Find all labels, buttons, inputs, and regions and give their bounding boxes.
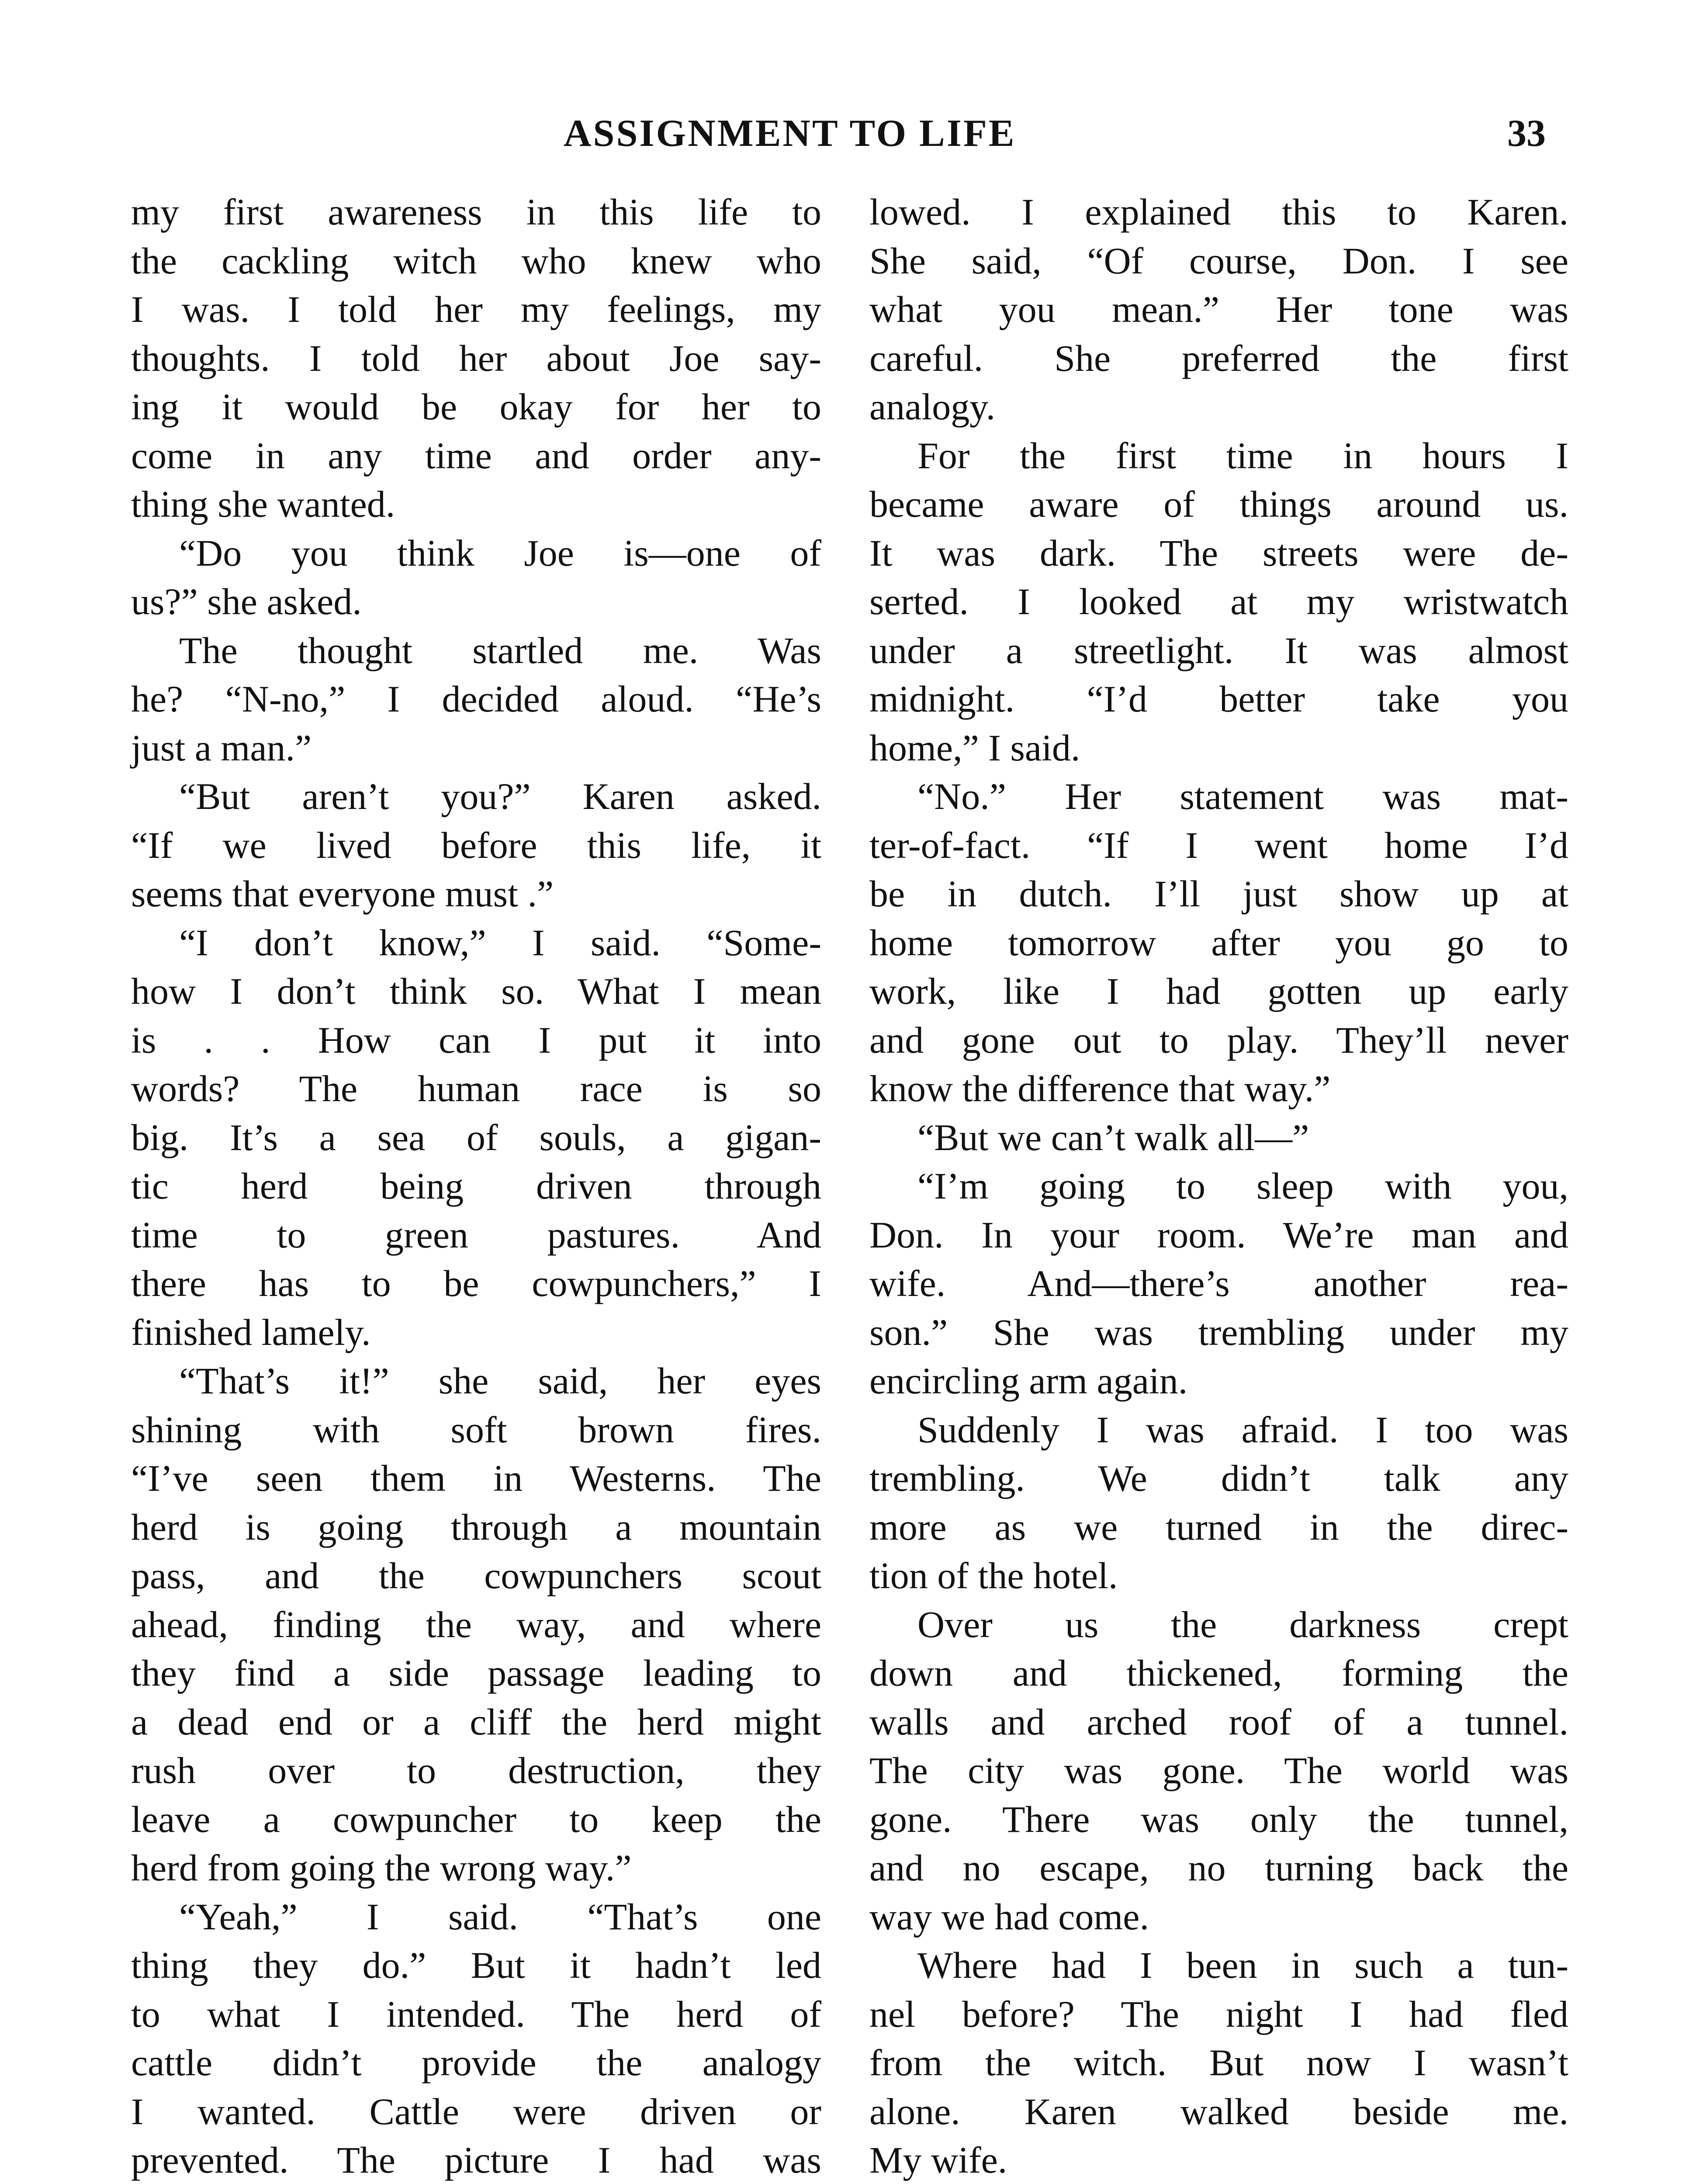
right-column-line: nel before? The night I had fled xyxy=(869,1993,1568,2035)
right-column-line: down and thickened, forming the xyxy=(869,1652,1568,1694)
right-column-line: under a streetlight. It was almost xyxy=(869,629,1568,671)
left-column-line: “If we lived before this life, it xyxy=(131,824,821,866)
left-column-line: they find a side passage leading to xyxy=(131,1652,821,1694)
right-column-line: My wife. xyxy=(869,2139,1007,2181)
right-column-line: Don. In your room. We’re man and xyxy=(869,1213,1568,1256)
left-column-line: us?” she asked. xyxy=(131,581,362,622)
right-column-line: careful. She preferred the first xyxy=(869,337,1568,379)
right-column-line: and no escape, no turning back the xyxy=(869,1847,1568,1889)
page-number: 33 xyxy=(1507,112,1546,155)
left-column-line: “That’s it!” she said, her eyes xyxy=(179,1360,821,1402)
right-column-line: work, like I had gotten up early xyxy=(869,970,1568,1012)
left-column-line: there has to be cowpunchers,” I xyxy=(131,1262,821,1304)
left-column-line: finished lamely. xyxy=(131,1311,371,1353)
left-column-line: tic herd being driven through xyxy=(131,1165,821,1207)
left-column-line: herd is going through a mountain xyxy=(131,1506,821,1548)
left-column-line: thing they do.” But it hadn’t led xyxy=(131,1944,821,1986)
right-column-line: lowed. I explained this to Karen. xyxy=(869,191,1568,233)
right-column-line: became aware of things around us. xyxy=(869,483,1568,525)
right-column-line: She said, “Of course, Don. I see xyxy=(869,239,1568,282)
left-column-line: rush over to destruction, they xyxy=(131,1749,821,1791)
left-column-line: to what I intended. The herd of xyxy=(131,1993,821,2035)
left-column-line: come in any time and order any- xyxy=(131,434,821,477)
left-column-line: “I’ve seen them in Westerns. The xyxy=(131,1457,821,1499)
running-title: ASSIGNMENT TO LIFE xyxy=(564,112,1016,155)
right-column-line: midnight. “I’d better take you xyxy=(869,678,1568,720)
right-column-line: serted. I looked at my wristwatch xyxy=(869,581,1568,622)
left-column-line: he? “N-no,” I decided aloud. “He’s xyxy=(131,678,821,720)
right-column-line: Suddenly I was afraid. I too was xyxy=(917,1408,1568,1451)
left-column-line: “Yeah,” I said. “That’s one xyxy=(179,1895,821,1938)
left-column-line: herd from going the wrong way.” xyxy=(131,1847,632,1889)
left-column-line: “But aren’t you?” Karen asked. xyxy=(179,775,821,817)
right-column-line: know the difference that way.” xyxy=(869,1068,1331,1109)
left-text-column xyxy=(131,188,821,2184)
left-column-line: The thought startled me. Was xyxy=(179,629,821,671)
left-column-line: is . . How can I put it into xyxy=(131,1019,821,1061)
left-column-line: seems that everyone must .” xyxy=(131,873,554,915)
right-column-line: encircling arm again. xyxy=(869,1360,1188,1402)
left-column-line: I wanted. Cattle were driven or xyxy=(131,2090,821,2132)
right-column-line: Over us the darkness crept xyxy=(917,1603,1568,1645)
right-column-line: It was dark. The streets were de- xyxy=(869,532,1568,574)
left-column-line: ahead, finding the way, and where xyxy=(131,1603,821,1645)
left-column-line: how I don’t think so. What I mean xyxy=(131,970,821,1012)
left-column-line: thing she wanted. xyxy=(131,483,395,525)
left-column-line: my first awareness in this life to xyxy=(131,191,821,233)
right-column-line: analogy. xyxy=(869,386,996,428)
right-column-line: gone. There was only the tunnel, xyxy=(869,1798,1568,1840)
left-column-line: cattle didn’t provide the analogy xyxy=(131,2042,821,2084)
right-column-line: alone. Karen walked beside me. xyxy=(869,2090,1568,2132)
right-text-column xyxy=(869,188,1568,2184)
left-column-line: time to green pastures. And xyxy=(131,1213,821,1256)
left-column-line: I was. I told her my feelings, my xyxy=(131,288,821,330)
right-column-line: For the first time in hours I xyxy=(917,434,1568,477)
right-column-line: trembling. We didn’t talk any xyxy=(869,1457,1568,1499)
right-column-line: from the witch. But now I wasn’t xyxy=(869,2042,1568,2084)
right-column-line: son.” She was trembling under my xyxy=(869,1311,1568,1353)
left-column-line: “I don’t know,” I said. “Some- xyxy=(179,921,821,964)
left-column-line: “Do you think Joe is—one of xyxy=(179,532,821,574)
right-column-line: more as we turned in the direc- xyxy=(869,1506,1568,1548)
left-column-line: big. It’s a sea of souls, a gigan- xyxy=(131,1116,821,1158)
left-column-line: the cackling witch who knew who xyxy=(131,239,821,282)
right-column-line: and gone out to play. They’ll never xyxy=(869,1019,1568,1061)
left-column-line: pass, and the cowpunchers scout xyxy=(131,1555,821,1597)
left-column-line: thoughts. I told her about Joe say- xyxy=(131,337,821,379)
right-column-line: “But we can’t walk all—” xyxy=(917,1116,1309,1158)
right-column-line: home,” I said. xyxy=(869,726,1080,769)
right-column-line: home tomorrow after you go to xyxy=(869,921,1568,964)
right-column-line: Where had I been in such a tun- xyxy=(917,1944,1568,1986)
left-column-line: leave a cowpuncher to keep the xyxy=(131,1798,821,1840)
left-column-line: a dead end or a cliff the herd might xyxy=(131,1700,821,1743)
right-column-line: be in dutch. I’ll just show up at xyxy=(869,873,1568,915)
right-column-line: way we had come. xyxy=(869,1895,1149,1938)
left-column-line: prevented. The picture I had was xyxy=(131,2139,821,2181)
left-column-line: words? The human race is so xyxy=(131,1068,821,1109)
left-column-line: just a man.” xyxy=(131,726,312,769)
right-column-line: The city was gone. The world was xyxy=(869,1749,1568,1791)
right-column-line: tion of the hotel. xyxy=(869,1555,1118,1597)
page-header xyxy=(0,111,1696,164)
left-column-line: ing it would be okay for her to xyxy=(131,386,821,428)
right-column-line: “No.” Her statement was mat- xyxy=(917,775,1568,817)
right-column-line: ter-of-fact. “If I went home I’d xyxy=(869,824,1568,866)
left-column-line: shining with soft brown fires. xyxy=(131,1408,821,1451)
right-column-line: wife. And—there’s another rea- xyxy=(869,1262,1568,1304)
right-column-line: what you mean.” Her tone was xyxy=(869,288,1568,330)
right-column-line: “I’m going to sleep with you, xyxy=(917,1165,1568,1207)
right-column-line: walls and arched roof of a tunnel. xyxy=(869,1700,1568,1743)
